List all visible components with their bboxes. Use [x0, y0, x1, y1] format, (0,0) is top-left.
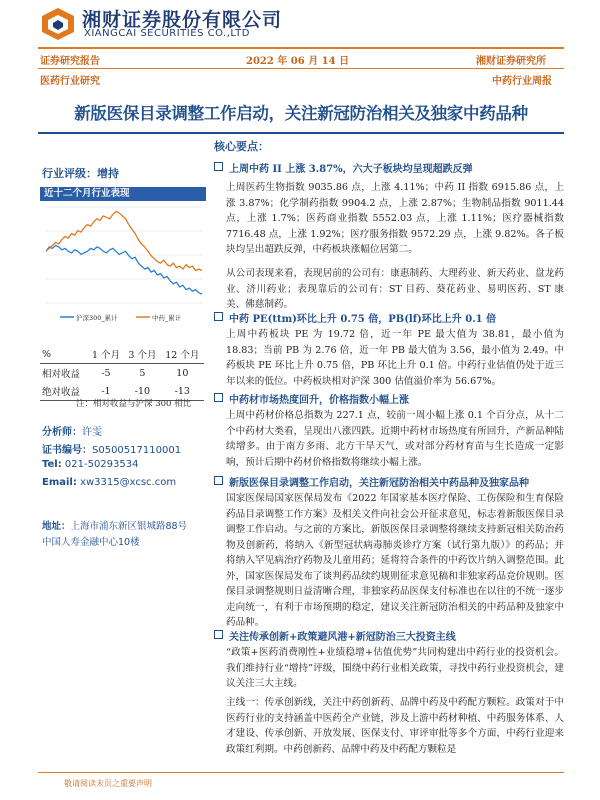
performance-table — [40, 345, 204, 401]
email-address[interactable]: xw3315@xcsc.com — [80, 477, 177, 488]
tel-line — [42, 459, 138, 470]
brand-name-en: XIANGCAI SECURITIES CO.,LTD — [84, 28, 250, 39]
address-line-1: 上海市浦东新区银城路88号 — [70, 521, 188, 532]
section-heading: 新版医保目录调整工作启动，关注新冠防治相关中药品种及独家品种 — [214, 474, 564, 489]
email-line — [42, 477, 176, 488]
table-header: 1 个月 — [88, 345, 124, 364]
institute-name: 湘财证券研究所 — [476, 56, 546, 67]
checkbox-bullet-icon — [214, 162, 223, 171]
section-heading: 中药材市场热度回升，价格指数小幅上涨 — [214, 391, 564, 406]
series-line-tcm — [46, 211, 202, 270]
table-cell: -5 — [101, 367, 111, 379]
page-title: 新版医保目录调整工作启动，关注新冠防治相关及独家中药品种 — [74, 104, 528, 123]
brand-name-cn: 湘财证券股份有限公司 — [82, 9, 283, 31]
address-label: 地址： — [42, 521, 71, 532]
series-line-hs300 — [46, 245, 202, 294]
analyst-line — [42, 423, 102, 438]
meta-divider — [38, 68, 564, 69]
footer-divider — [38, 772, 564, 773]
analyst-label: 分析师： — [42, 427, 82, 438]
section-paragraph: 从公司表现来看，表现居前的公司有：康惠制药、大理药业、新天药业、盘龙药业、济川药业；表现靠后的公司有：ST 目药、葵花药业、易明医药、ST 康美、佛慈制药。 — [226, 268, 564, 310]
table-row — [40, 364, 204, 383]
checkbox-bullet-icon — [214, 476, 223, 485]
sector-label: 医药行业研究 — [40, 76, 100, 87]
company-logo-icon — [38, 6, 78, 42]
section-paragraph: “政策+医药消费刚性+业绩稳增+估值优势”共同构建出中药行业的投资机会。我们维持行业“增持”评级，围绕中药行业相关政策，寻找中药行业投资机会，建议关注三大主线。 — [226, 647, 564, 689]
report-type: 证券研究报告 — [40, 56, 100, 67]
section-paragraph: 主线一：传承创新线，关注中药创新药、品牌中药及中药配方颗粒。政策对于中医药行业的支持涵盖中医药全产业链，涉及上游中药材种植、中药服务体系、人才建设、传承创新、开放发展、医保支付、审评审批等多个方面，中药行业迎来政策红利期。中药创新药、品牌中药及中药配方颗粒是 — [226, 697, 564, 755]
legend-label-tcm: 中药_累计 — [152, 314, 182, 322]
core-points-label: 核心要点： — [214, 140, 269, 153]
report-date: 2022 年 06 月 14 日 — [246, 56, 350, 67]
checkbox-bullet-icon — [214, 393, 223, 402]
table-header: % — [40, 345, 88, 364]
checkbox-bullet-icon — [214, 312, 223, 321]
chart-grid — [46, 207, 202, 303]
table-cell: -13 — [161, 382, 204, 401]
table-cell: 相对收益 — [42, 369, 81, 380]
analyst-name: 许雯 — [82, 427, 102, 438]
table-cell: -1 — [88, 382, 124, 401]
tel-label: Tel: — [42, 459, 62, 470]
section-heading: 关注传承创新+政策避风港+新冠防治三大投资主线 — [214, 628, 564, 643]
section-paragraph: 国家医保局国家医保局发布《2022 年国家基本医疗保险、工伤保险和生育保险药品目录调整工作方案》及相关文件向社会公开征求意见，标志着新版医保目录调整工作启动。与之前的方案比，新版医保目录调整将继续支持新冠相关防治药物及创新药，将纳入《新型冠状病毒肺炎诊疗方案（试行第九版）》的药品；并将纳入罕见病治疗药物及儿童用药；延将符合条件的中药饮片纳入调整范围。此外，国家医保局发布了谈判药品续约规则征求意见稿和非独家药品竞价规则。医保目录调整规则日益清晰合理，非独家药品医保支付标准也在以往的不统一逐步走向统一，有利于市场预期的稳定，建议关注新冠防治相关的中药品种及独家中药品种。 — [226, 493, 564, 628]
title-divider — [38, 132, 564, 134]
chart-title: 近十二个月行业表现 — [40, 187, 206, 201]
section-paragraph: 上周中药材价格总指数为 227.1 点，较前一周小幅上涨 0.1 个百分点，从十二个中药材大类看，呈现出八涨四跌。近期中药材市场热度有所回升，产新品种陆续增多。由于南方多雨、北方干旱天气，或对部分药材育苗与生长造成一定影响，预计后期中药材价格指数将继续小幅上涨。 — [226, 410, 564, 468]
report-kind: 中药行业周报 — [492, 76, 552, 87]
table-header: 12 个月 — [161, 345, 204, 364]
table-cell: 5 — [139, 367, 146, 379]
section-heading: 中药 PE(ttm)环比上升 0.75 倍，PB(lf)环比上升 0.1 倍 — [214, 310, 564, 325]
section-heading: 上周中药 II 上涨 3.87%，六大子板块均呈现超跌反弹 — [214, 160, 564, 175]
legend-label-hs300: 沪深300_累计 — [76, 314, 118, 322]
table-note: 注：相对收益与沪深 300 相比 — [76, 399, 192, 409]
table-cell: 10 — [176, 367, 189, 379]
cert-line — [42, 441, 181, 456]
footer-disclaimer: 敬请阅读末页之重要声明 — [64, 779, 152, 788]
tel-number: 021-50293534 — [64, 459, 139, 470]
cert-number: S0500517110001 — [92, 445, 182, 456]
email-label: Email: — [42, 477, 77, 488]
checkbox-bullet-icon — [214, 630, 223, 639]
cert-label: 证书编号： — [42, 445, 92, 456]
table-header: 3 个月 — [124, 345, 160, 364]
address-block — [42, 519, 187, 551]
industry-rating: 行业评级：增持 — [42, 167, 119, 180]
table-header-row — [40, 345, 204, 364]
header-divider — [38, 47, 564, 49]
table-cell: 绝对收益 — [40, 382, 88, 401]
table-cell: -10 — [124, 382, 160, 401]
performance-chart — [40, 203, 206, 333]
section-paragraph: 上周中药板块 PE 为 19.72 倍，近一年 PE 最大值为 38.81，最小值为 18.83；当前 PB 为 2.76 倍，近一年 PB 最大值为 3.56，最小值为 2.49。中药板块 PE 环比上升 0.75 倍，PB 环比上升 0.1 倍。中药行业估值仍处于近三年以来的低位。中药板块相对沪深 300 估值溢价率为 56.67%。 — [226, 329, 564, 387]
address-line-2: 中国人寿金融中心10楼 — [42, 537, 140, 548]
section-paragraph: 上周医药生物指数 9035.86 点，上涨 4.11%；中药 II 指数 6915.86 点，上涨 3.87%；化学制药指数 9904.2 点，上涨 2.87%；生物制品指数 9011.44 点，上涨 1.7%；医药商业指数 5552.03 点，上涨 1.11%；医疗器械指数 7716.48 点，上涨 1.92%；医疗服务指数 9572.29 点，上涨 9.82%。各子板块均呈出超跌反弹，中药板块涨幅位居第二。 — [226, 182, 564, 255]
